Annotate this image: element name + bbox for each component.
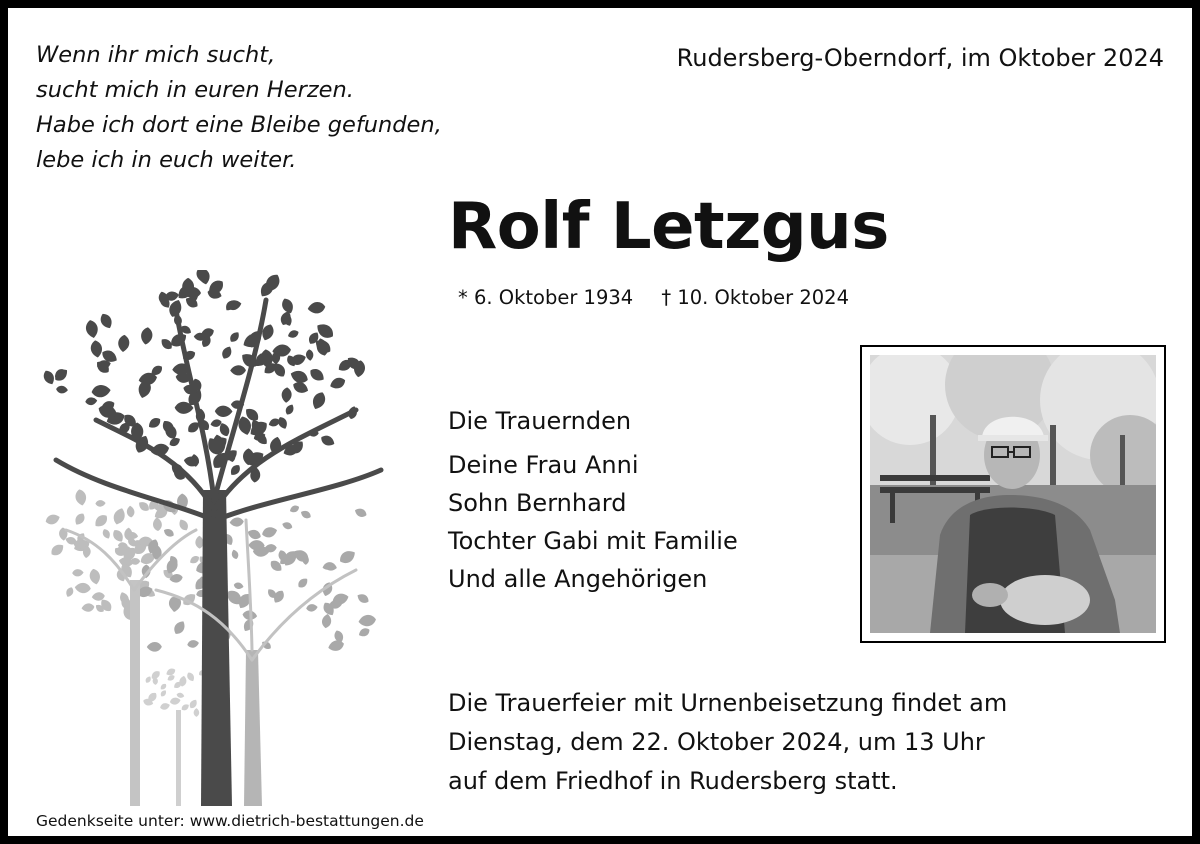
leaf-icon — [323, 561, 338, 572]
mourner-item: Tochter Gabi mit Familie — [448, 527, 738, 555]
leaf-icon — [147, 416, 163, 431]
leaf-icon — [49, 542, 66, 558]
leaf-icon — [140, 326, 154, 345]
mourners-heading: Die Trauernden — [448, 407, 632, 435]
leaf-icon — [159, 689, 167, 698]
leaf-icon — [169, 697, 181, 706]
leaf-icon — [186, 671, 196, 683]
leaf-icon — [321, 613, 332, 628]
death-date: † 10. Oktober 2024 — [661, 286, 849, 309]
tree-illustration-icon — [36, 270, 396, 806]
leaf-icon — [246, 528, 262, 541]
leaf-icon — [152, 517, 162, 531]
leaf-icon — [101, 528, 112, 540]
deceased-name: Rolf Letzgus — [448, 190, 889, 264]
leaf-icon — [308, 366, 327, 384]
leaf-icon — [296, 576, 310, 590]
leaf-icon — [229, 517, 244, 527]
mourner-item: Und alle Angehörigen — [448, 565, 708, 593]
leaf-icon — [220, 345, 234, 361]
leaf-icon — [287, 329, 300, 340]
portrait-photo-icon — [870, 355, 1156, 633]
leaf-icon — [281, 387, 292, 403]
leaf-icon — [228, 330, 241, 344]
mourner-item: Deine Frau Anni — [448, 451, 639, 479]
leaf-icon — [95, 500, 106, 507]
leaf-icon — [111, 528, 126, 544]
leaf-icon — [281, 521, 293, 531]
leaf-icon — [353, 507, 368, 519]
leaf-icon — [176, 692, 185, 699]
leaf-icon — [356, 592, 371, 605]
leaf-icon — [88, 568, 101, 586]
leaf-icon — [90, 339, 104, 358]
leaf-icon — [358, 614, 377, 628]
life-dates — [458, 286, 871, 309]
portrait-photo-frame — [860, 345, 1166, 643]
leaf-icon — [188, 554, 200, 565]
poem-line: Habe ich dort eine Bleibe gefunden, — [36, 112, 442, 138]
leaf-icon — [195, 536, 204, 549]
leaf-icon — [144, 675, 152, 684]
leaf-icon — [73, 511, 87, 526]
leaf-icon — [85, 397, 98, 406]
leaf-icon — [91, 384, 111, 398]
leaf-icon — [228, 463, 242, 478]
leaf-icon — [65, 586, 75, 598]
leaf-icon — [98, 312, 114, 331]
ceremony-line: auf dem Friedhof in Rudersberg statt. — [448, 767, 898, 795]
leaf-icon — [215, 406, 233, 418]
ceremony-info — [448, 684, 1007, 801]
leaf-icon — [299, 509, 312, 520]
leaf-icon — [289, 504, 301, 514]
leaf-icon — [188, 698, 199, 710]
leaf-icon — [306, 603, 318, 612]
leaf-icon — [233, 582, 244, 590]
leaf-icon — [310, 390, 328, 411]
leaf-icon — [147, 642, 162, 652]
leaf-icon — [159, 682, 167, 690]
memorial-page-link[interactable]: Gedenkseite unter: www.dietrich-bestattungen.de — [36, 812, 424, 830]
mourners-block — [448, 404, 738, 598]
leaf-icon — [159, 702, 170, 711]
leaf-icon — [305, 349, 313, 361]
birth-date: * 6. Oktober 1934 — [458, 286, 634, 309]
leaf-icon — [357, 626, 371, 638]
leaf-icon — [126, 505, 135, 517]
ceremony-line: Die Trauerfeier mit Urnenbeisetzung findet am — [448, 689, 1008, 717]
leaf-icon — [74, 582, 91, 594]
ceremony-line: Dienstag, dem 22. Oktober 2024, um 13 Uhr — [448, 728, 985, 756]
leaf-icon — [177, 518, 190, 532]
leaf-icon — [137, 500, 151, 514]
leaf-icon — [180, 703, 190, 712]
leaf-icon — [284, 403, 296, 416]
leaf-icon — [261, 525, 279, 539]
leaf-icon — [172, 619, 188, 636]
leaf-icon — [328, 375, 347, 391]
leaf-icon — [162, 527, 175, 538]
place-date: Rudersberg-Oberndorf, im Oktober 2024 — [676, 44, 1164, 72]
leaf-icon — [84, 319, 99, 339]
poem-line: sucht mich in euren Herzen. — [36, 77, 354, 103]
leaf-icon — [44, 513, 61, 527]
poem-line: Wenn ihr mich sucht, — [36, 42, 276, 68]
leaf-icon — [327, 639, 345, 653]
mourner-item: Sohn Bernhard — [448, 489, 627, 517]
poem — [36, 38, 442, 178]
leaf-icon — [41, 369, 56, 387]
leaf-icon — [187, 639, 200, 649]
leaf-icon — [81, 603, 95, 613]
poem-line: lebe ich in euch weiter. — [36, 147, 297, 173]
leaf-icon — [56, 385, 69, 394]
leaf-icon — [230, 549, 239, 560]
leaf-icon — [307, 301, 326, 314]
leaf-icon — [92, 512, 110, 529]
leaf-icon — [52, 366, 70, 383]
leaf-icon — [337, 548, 357, 566]
leaf-icon — [117, 334, 130, 352]
leaf-icon — [194, 708, 200, 717]
leaf-icon — [319, 433, 336, 448]
leaf-icon — [72, 569, 84, 577]
leaf-icon — [230, 365, 246, 375]
